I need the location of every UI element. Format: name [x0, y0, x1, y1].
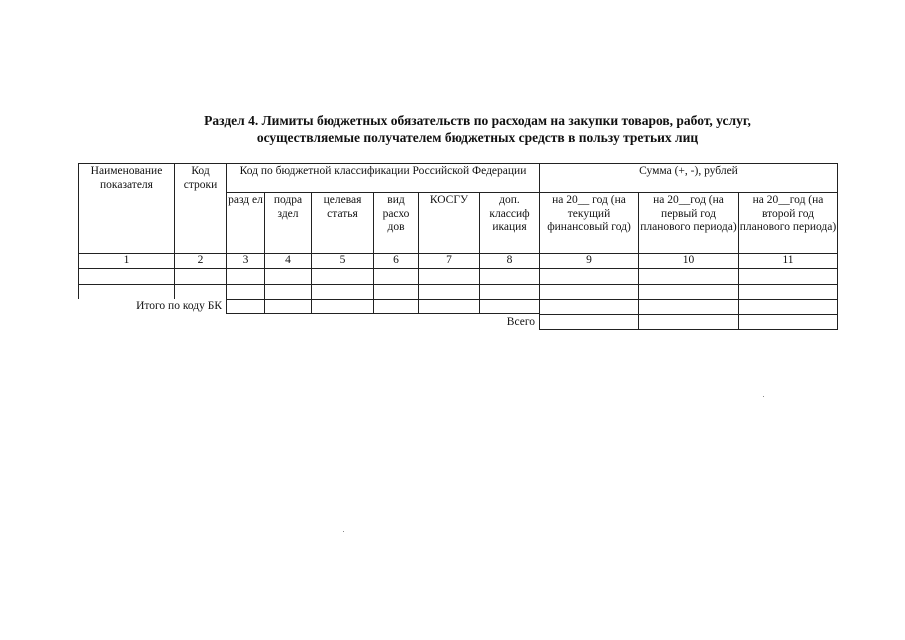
header-indicator-name: Наименование показателя: [78, 163, 174, 253]
data-cell: [311, 284, 373, 299]
column-number-8: 8: [479, 253, 539, 268]
data-cell: [226, 284, 264, 299]
header-target-article: целевая статья: [311, 192, 373, 253]
data-cell: [638, 314, 738, 330]
data-cell: [638, 284, 738, 299]
data-cell: [418, 299, 479, 314]
data-cell: [638, 268, 738, 284]
header-razdel: разд ел: [226, 192, 264, 253]
data-cell: [418, 284, 479, 299]
limits-table: [78, 163, 838, 330]
data-cell: [78, 284, 174, 299]
data-cell: [738, 284, 838, 299]
data-cell: [264, 268, 311, 284]
section-title: [150, 112, 805, 146]
column-number-4: 4: [264, 253, 311, 268]
data-cell: [373, 299, 418, 314]
data-cell: [373, 268, 418, 284]
data-cell: [539, 299, 638, 314]
data-cell: [738, 314, 838, 330]
data-cell: [174, 284, 226, 299]
data-cell: [738, 299, 838, 314]
data-cell: [418, 268, 479, 284]
data-cell: [264, 299, 311, 314]
data-cell: [539, 314, 638, 330]
data-cell: [226, 299, 264, 314]
total-by-bk-label: Итого по коду БК: [136, 300, 222, 312]
data-cell: [479, 284, 539, 299]
data-cell: [479, 268, 539, 284]
data-cell: [311, 268, 373, 284]
data-cell: [373, 284, 418, 299]
data-cell: [479, 299, 539, 314]
data-cell: [638, 299, 738, 314]
column-number-7: 7: [418, 253, 479, 268]
scan-speck: [343, 531, 344, 532]
column-number-3: 3: [226, 253, 264, 268]
data-cell: [738, 268, 838, 284]
column-number-5: 5: [311, 253, 373, 268]
header-podrazdel: подра здел: [264, 192, 311, 253]
section-title-line-1: Раздел 4. Лимиты бюджетных обязательств по расходам на закупки товаров, работ, услуг,: [204, 113, 751, 128]
header-year-current: на 20__ год (на текущий финансовый год): [539, 192, 638, 253]
data-cell: [226, 268, 264, 284]
header-year-second: на 20__год (на второй год планового периода): [738, 192, 838, 253]
data-cell: [311, 299, 373, 314]
header-sum-group: Сумма (+, -), рублей: [539, 163, 838, 192]
data-cell: [174, 268, 226, 284]
column-number-1: 1: [78, 253, 174, 268]
column-number-11: 11: [738, 253, 838, 268]
header-row-code: Код строки: [174, 163, 226, 253]
header-bk-code-group: Код по бюджетной классификации Российской Федерации: [226, 163, 539, 192]
header-additional-class: доп. классиф икация: [479, 192, 539, 253]
scan-speck: [763, 396, 764, 397]
header-kosgu: КОСГУ: [418, 192, 479, 253]
section-title-line-2: осуществляемые получателем бюджетных средств в пользу третьих лиц: [256, 130, 699, 145]
data-cell: [78, 268, 174, 284]
column-number-9: 9: [539, 253, 638, 268]
column-number-2: 2: [174, 253, 226, 268]
column-number-10: 10: [638, 253, 738, 268]
data-cell: [539, 284, 638, 299]
grand-total-label: Всего: [506, 316, 535, 328]
data-cell: [264, 284, 311, 299]
column-number-6: 6: [373, 253, 418, 268]
header-year-first: на 20__год (на первый год планового периода): [638, 192, 738, 253]
data-cell: [539, 268, 638, 284]
header-expense-type: вид расхо дов: [373, 192, 418, 253]
